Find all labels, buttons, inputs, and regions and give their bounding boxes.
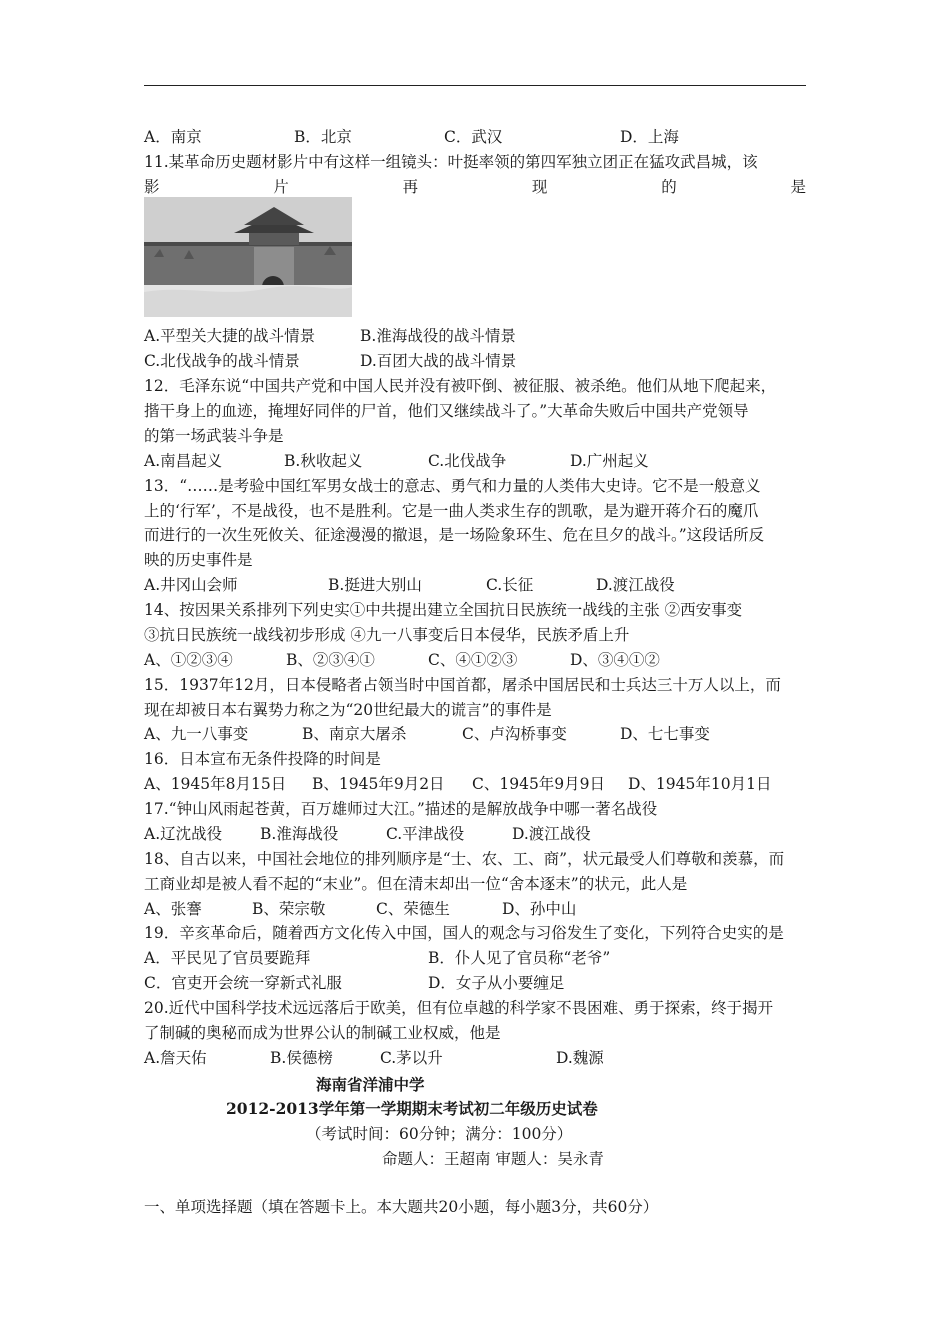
q15-option-d: D、七七事变 (620, 725, 710, 743)
q12-line3: 的第一场武装斗争是 (144, 427, 284, 445)
q20-option-d: D.魏源 (556, 1049, 604, 1067)
q18-option-a: A、张謇 (144, 900, 202, 918)
q10-option-c: C．武汉 (444, 128, 503, 146)
q12-line1: 12．毛泽东说“中国共产党和中国人民并没有被吓倒、被征服、被杀绝。他们从地下爬起来， (144, 377, 777, 395)
q11-option-d: D.百团大战的战斗情景 (360, 352, 517, 370)
q14-line2: ③抗日民族统一战线初步形成 ④九一八事变后日本侵华，民族矛盾上升 (144, 626, 630, 644)
q12-option-b: B.秋收起义 (284, 452, 363, 470)
q13-line4: 映的历史事件是 (144, 551, 253, 569)
q11-option-c: C.北伐战争的战斗情景 (144, 352, 300, 370)
q13-option-d: D.渡江战役 (596, 576, 675, 594)
q16-option-a: A、1945年8月15日 (144, 775, 287, 793)
q17-option-a: A.辽沈战役 (144, 825, 223, 843)
q13-line2: 上的‘行军’，不是战役，也不是胜利。它是一曲人类求生存的凯歌，是为避开蒋介石的魔爪 (144, 502, 759, 520)
q18-line2: 工商业却是被人看不起的“末业”。但在清末却出一位“舍本逐末”的状元，此人是 (144, 875, 688, 893)
school-name: 海南省洋浦中学 (316, 1075, 425, 1094)
q18-option-b: B、荣宗敬 (252, 900, 326, 918)
q14-option-b: B、②③④① (286, 651, 375, 669)
q13-option-c: C.长征 (486, 576, 534, 594)
q14-option-d: D、③④①② (570, 651, 660, 669)
q20-option-a: A.詹天佑 (144, 1049, 207, 1067)
q13-line3: 而进行的一次生死攸关、征途漫漫的撤退，是一场险象环生、危在旦夕的战斗。”这段话所反 (144, 526, 765, 544)
q19-option-c: C．官吏开会统一穿新式礼服 (144, 974, 342, 992)
q15-option-a: A、九一八事变 (144, 725, 249, 743)
q18-option-c: C、荣德生 (376, 900, 450, 918)
q13-option-b: B.挺进大别山 (328, 576, 422, 594)
q17-option-c: C.平津战役 (386, 825, 465, 843)
q15-line2: 现在却被日本右翼势力称之为“20世纪最大的谎言”的事件是 (144, 701, 552, 719)
q14-option-a: A、①②③④ (144, 651, 233, 669)
exam-title: 2012-2013学年第一学期期末考试初二年级历史试卷 (226, 1099, 598, 1118)
q14-line1: 14、按因果关系排列下列史实①中共提出建立全国抗日民族统一战线的主张 ②西安事变 (144, 601, 743, 619)
q18-line1: 18、自古以来，中国社会地位的排列顺序是“士、农、工、商”，状元最受人们尊敬和羡慕，而 (144, 850, 785, 868)
q17-option-b: B.淮海战役 (260, 825, 339, 843)
q13-line1: 13．“……是考验中国红军男女战士的意志、勇气和力量的人类伟大史诗。它不是一般意义 (144, 477, 761, 495)
q11-option-b: B.淮海战役的战斗情景 (360, 327, 516, 345)
q11-option-a: A.平型关大捷的战斗情景 (144, 327, 316, 345)
q19-option-b: B．仆人见了官员称“老爷” (428, 949, 611, 967)
q19-option-d: D．女子从小要缠足 (428, 974, 565, 992)
section-1-heading: 一、单项选择题（填在答题卡上。本大题共20小题，每小题3分，共60分） (144, 1198, 659, 1216)
wuchang-city-wall-photo (144, 197, 352, 317)
q16-option-b: B、1945年9月2日 (312, 775, 445, 793)
q20-option-c: C.茅以升 (380, 1049, 443, 1067)
q19-line1: 19．辛亥革命后，随着西方文化传入中国，国人的观念与习俗发生了变化，下列符合史实的是 (144, 924, 784, 942)
q12-line2: 揩干身上的血迹，掩埋好同伴的尸首，他们又继续战斗了。”大革命失败后中国共产党领导 (144, 402, 749, 420)
q12-option-d: D.广州起义 (570, 452, 649, 470)
q16-option-c: C、1945年9月9日 (472, 775, 606, 793)
q16-option-d: D、1945年10月1日 (628, 775, 772, 793)
q15-option-b: B、南京大屠杀 (302, 725, 407, 743)
q16-line1: 16．日本宣布无条件投降的时间是 (144, 750, 381, 768)
q17-option-d: D.渡江战役 (512, 825, 591, 843)
q10-option-d: D．上海 (620, 128, 679, 146)
q11-stem: 11.某革命历史题材影片中有这样一组镜头：叶挺率领的第四军独立团正在猛攻武昌城，该 (144, 153, 758, 171)
q17-line1: 17.“钟山风雨起苍黄，百万雄师过大江。”描述的是解放战争中哪一著名战役 (144, 800, 658, 818)
q20-line2: 了制碱的奥秘而成为世界公认的制碱工业权威，他是 (144, 1024, 501, 1042)
header-rule (144, 85, 806, 86)
q19-option-a: A．平民见了官员要跪拜 (144, 949, 311, 967)
q12-option-a: A.南昌起义 (144, 452, 223, 470)
q18-option-d: D、孙中山 (502, 900, 577, 918)
q13-option-a: A.井冈山会师 (144, 576, 238, 594)
q20-option-b: B.侯德榜 (270, 1049, 333, 1067)
exam-authors: 命题人：王超南 审题人：吴永青 (382, 1150, 604, 1168)
q11-stem-line2: 影 片 再 现 的 是 (144, 178, 806, 196)
q10-option-b: B．北京 (294, 128, 352, 146)
q15-option-c: C、卢沟桥事变 (462, 725, 567, 743)
q20-line1: 20.近代中国科学技术远远落后于欧美，但有位卓越的科学家不畏困难、勇于探索，终于揭开 (144, 999, 774, 1017)
q10-option-a: A．南京 (144, 128, 202, 146)
q15-line1: 15．1937年12月，日本侵略者占领当时中国首都，屠杀中国居民和士兵达三十万人以上，而 (144, 676, 781, 694)
q14-option-c: C、④①②③ (428, 651, 518, 669)
exam-info: （考试时间：60分钟；满分：100分） (306, 1125, 573, 1143)
q12-option-c: C.北伐战争 (428, 452, 507, 470)
